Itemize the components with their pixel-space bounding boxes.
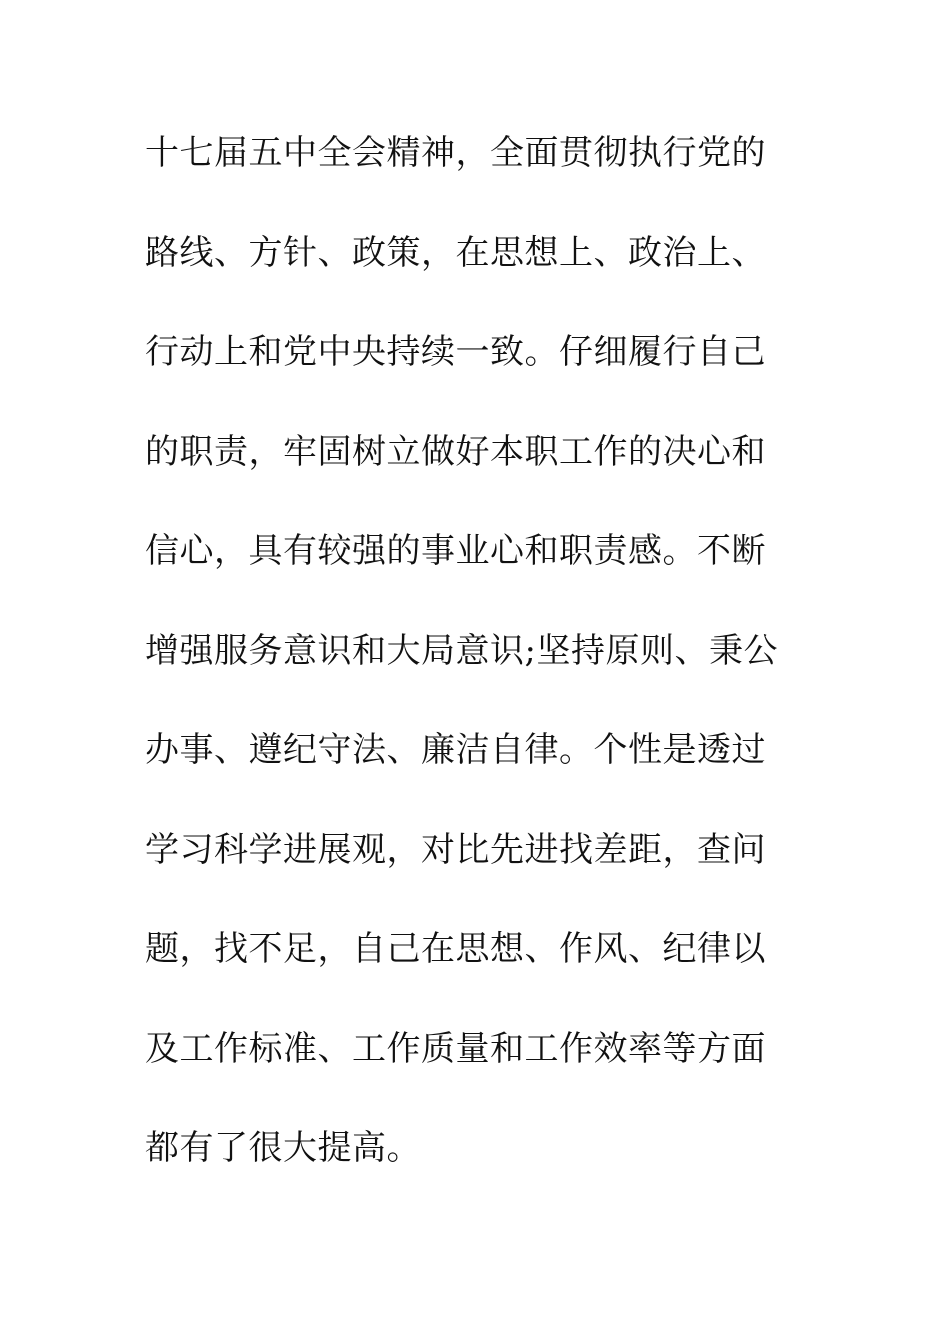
text-line: 路线、方针、政策，在思想上、政治上、 (145, 232, 766, 273)
text-line: 题，找不足，自己在思想、作风、纪律以 (145, 929, 766, 969)
text-line: 办事、遵纪守法、廉洁自律。个性是透过 (145, 730, 766, 770)
text-line: 学习科学进展观，对比先进找差距，查问 (145, 829, 766, 870)
text-line: 十七届五中全会精神，全面贯彻执行党的 (145, 133, 766, 173)
text-line: 信心，具有较强的事业心和职责感。不断 (145, 531, 766, 571)
text-line: 的职责，牢固树立做好本职工作的决心和 (145, 431, 766, 472)
body-paragraph (145, 128, 845, 1223)
text-line: 增强服务意识和大局意识;坚持原则、秉公 (145, 630, 778, 671)
text-line: 及工作标准、工作质量和工作效率等方面 (145, 1028, 766, 1069)
text-line: 行动上和党中央持续一致。仔细履行自己 (145, 332, 766, 372)
text-line: 都有了很大提高。 (145, 1128, 421, 1168)
